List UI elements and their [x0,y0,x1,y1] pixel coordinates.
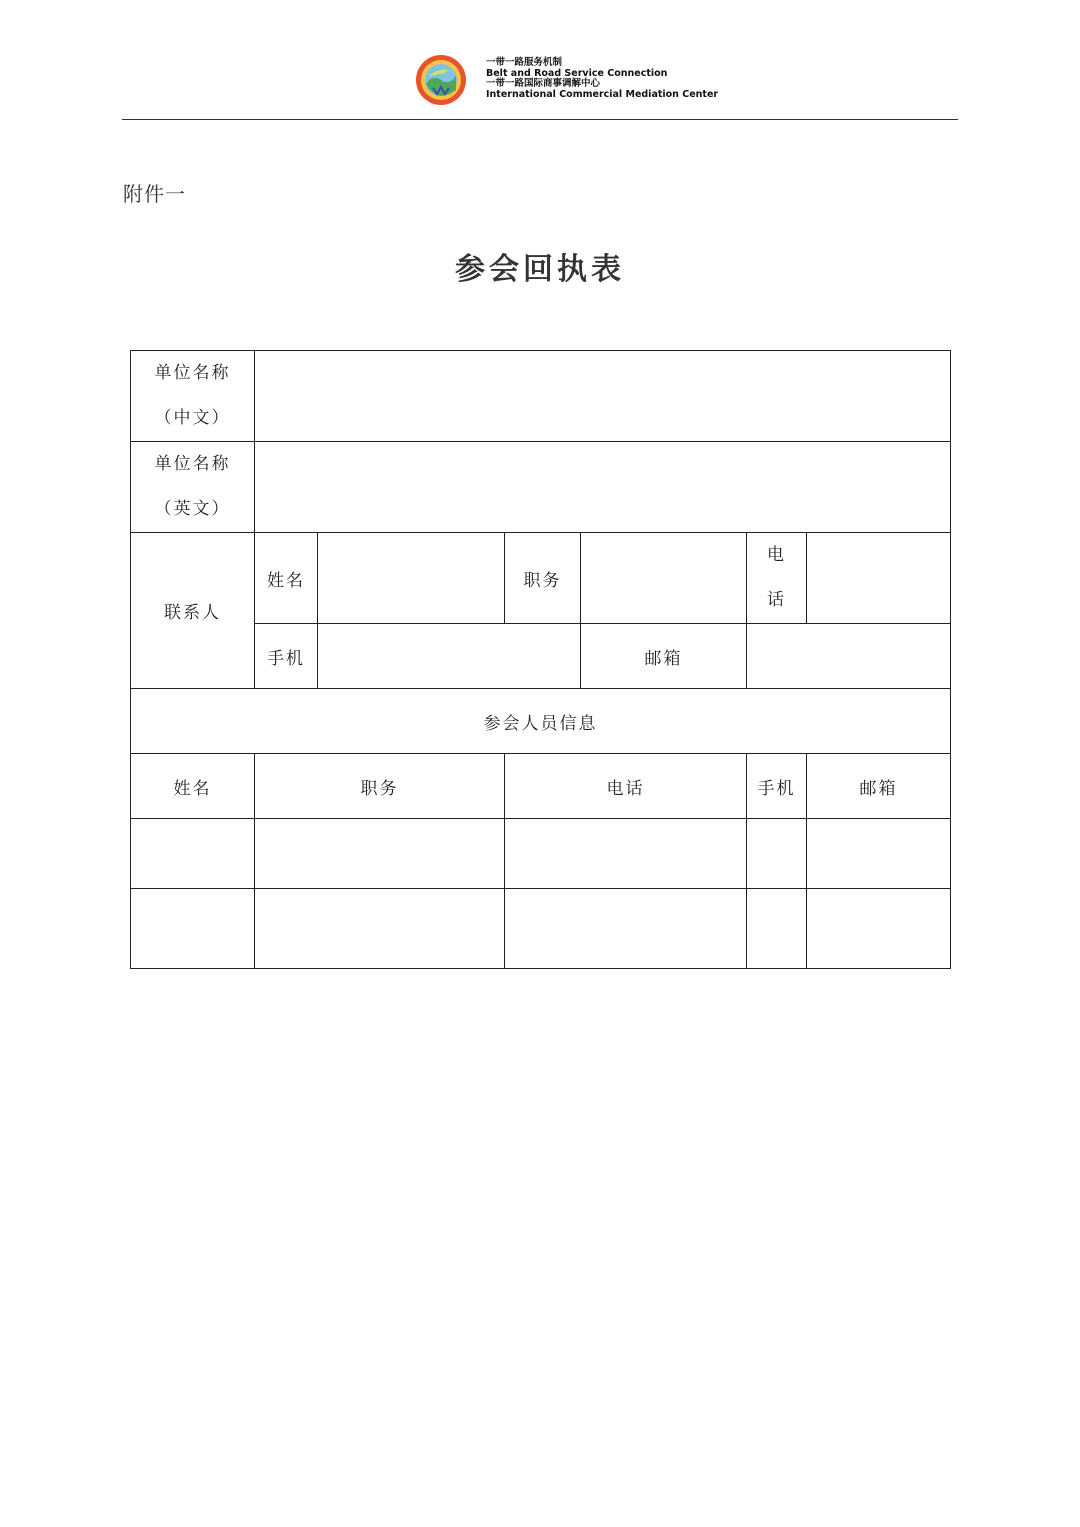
org-name-en: Belt and Road Service Connection [486,67,668,79]
contact-row-1 [131,533,951,624]
column-header-phone: 电话 [505,754,747,819]
contact-position-field[interactable] [581,533,747,624]
org-name-en-field[interactable] [255,442,951,533]
attendee-section-row [131,689,951,754]
contact-email-field[interactable] [747,624,951,689]
column-header-position: 职务 [255,754,505,819]
column-header-mobile: 手机 [747,754,807,819]
org-name-en-row [131,442,951,533]
header-divider [122,119,958,120]
attendee-header-row [131,754,951,819]
attendee-phone-cell[interactable] [505,819,747,889]
attendee-position-cell[interactable] [255,889,505,969]
attendee-name-cell[interactable] [131,889,255,969]
center-name-cn: 一带一路国际商事调解中心 [486,78,601,89]
contact-email-label: 邮箱 [581,624,747,689]
attendee-email-cell[interactable] [807,819,951,889]
phone-char-2: 话 [767,590,786,610]
contact-mobile-field[interactable] [318,624,581,689]
contact-name-label: 姓名 [255,533,318,624]
registration-form-table [130,350,951,969]
page-title: 参会回执表 [455,252,625,287]
org-name-cn-row [131,351,951,442]
contact-mobile-label: 手机 [255,624,318,689]
letterhead [0,0,1080,120]
column-header-email: 邮箱 [807,754,951,819]
center-name-en: International Commercial Mediation Center [486,88,719,100]
org-name-cn: 一带一路服务机制 [486,57,563,68]
attendee-email-cell[interactable] [807,889,951,969]
column-header-name: 姓名 [131,754,255,819]
contact-label: 联系人 [131,533,255,689]
contact-phone-field[interactable] [807,533,951,624]
attachment-label: 附件一 [123,182,186,206]
attendee-mobile-cell[interactable] [747,889,807,969]
contact-position-label: 职务 [505,533,581,624]
attendee-position-cell[interactable] [255,819,505,889]
attendee-row [131,889,951,969]
org-name-label: 单位名称 [154,363,231,383]
attendee-section-heading: 参会人员信息 [131,689,951,754]
org-name-block [486,58,718,100]
org-name-label: 单位名称 [154,454,231,474]
cn-suffix: （中文） [154,408,231,428]
attendee-mobile-cell[interactable] [747,819,807,889]
en-suffix: （英文） [154,499,231,519]
attendee-phone-cell[interactable] [505,889,747,969]
attendee-row [131,819,951,889]
attendee-name-cell[interactable] [131,819,255,889]
contact-phone-label [747,533,807,624]
belt-and-road-emblem-icon [415,54,467,106]
org-name-en-label [131,442,255,533]
contact-name-field[interactable] [318,533,505,624]
phone-char-1: 电 [767,545,786,565]
org-name-cn-label [131,351,255,442]
org-name-cn-field[interactable] [255,351,951,442]
